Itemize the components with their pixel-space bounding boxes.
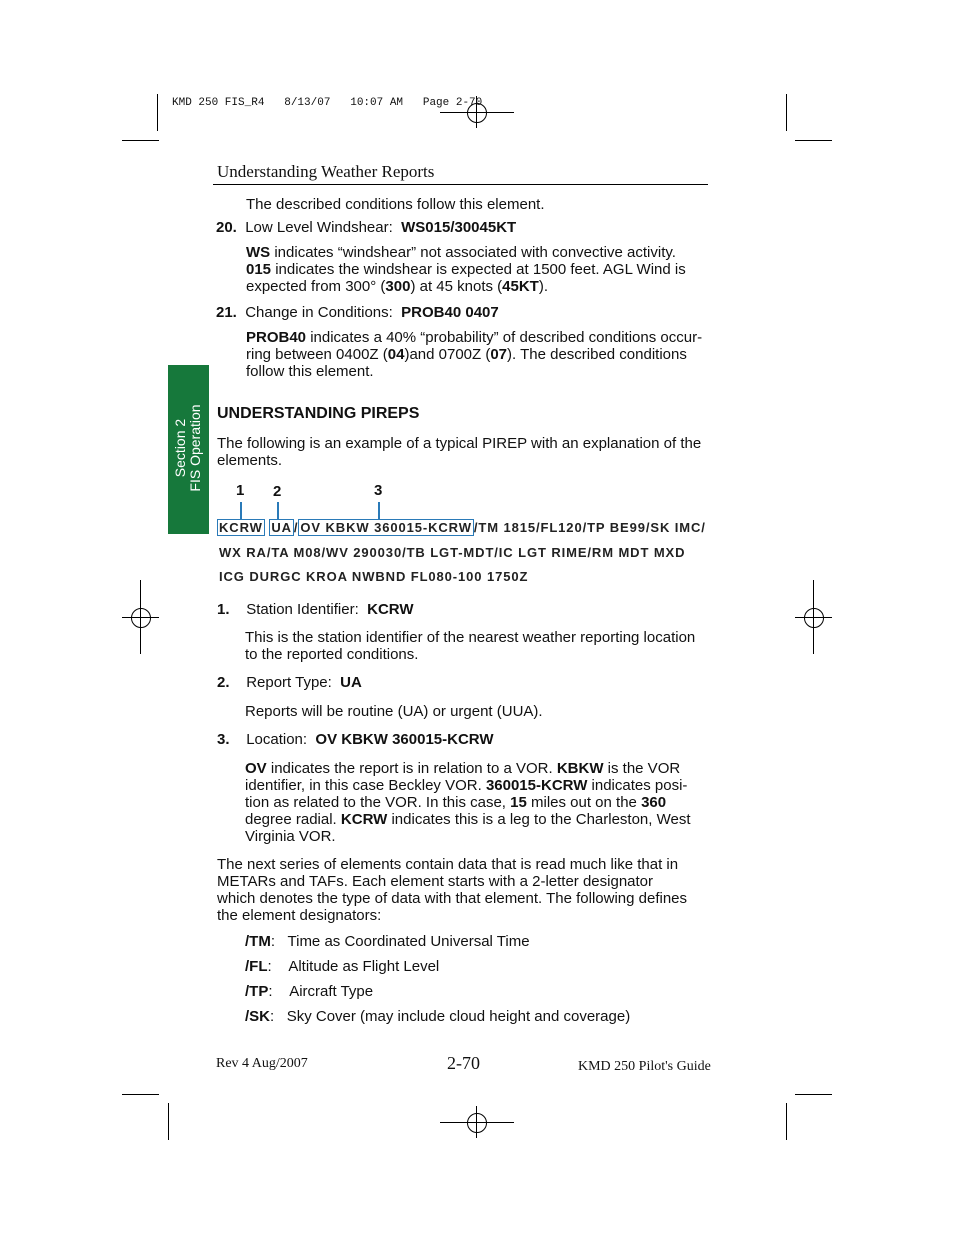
crop-mark [168,1103,169,1140]
designator-item: /FL: Altitude as Flight Level [245,958,440,975]
crop-mark [157,94,158,131]
crop-mark [795,1094,832,1095]
element-1-heading: 1. Station Identifier: KCRW [217,601,414,618]
section-tab-line1: Section 2 [172,418,188,478]
header-rule [213,184,708,185]
item-20-heading [216,219,516,236]
designator-intro: The next series of elements contain data that is read much like that in METARs and TAFs. Each element starts with a 2-letter designator which denotes the type of data with that element. The following defines the element designators: [217,856,688,924]
element-3-desc: OV indicates the report is in relation to a VOR. KBKW is the VOR identifier, in this case Beckley VOR. 360015-KCRW indicates posi- tion as related to the VOR. In this case, 15 miles out on the 360 degree radial. KCRW indicates this is a leg to the Charleston, West Virginia VOR. [245,760,691,845]
designator-item: /TM: Time as Coordinated Universal Time [245,933,530,950]
item-number: 20. [216,219,237,236]
section-intro: The following is an example of a typical PIREP with an explanation of the elements. [217,435,702,469]
pirep-line-2: WX RA/TA M08/WV 290030/TB LGT-MDT/IC LGT RIME/RM MDT MXD [219,545,686,560]
element-2-heading: 2. Report Type: UA [217,674,362,691]
item-code: PROB40 0407 [401,304,499,321]
print-slug: KMD 250 FIS_R4 8/13/07 10:07 AM Page 2-70 [172,97,483,109]
crop-mark [122,1094,159,1095]
callout-3: 3 [374,482,383,499]
item-21-desc: PROB40 indicates a 40% “probability” of described conditions occur- ring between 0400Z (04)and 0700Z (07). The described conditions follow this element. [246,329,703,380]
crop-mark [786,94,787,131]
pirep-station-id: KCRW [219,520,263,535]
callout-line-3 [378,502,380,520]
designator-item: /SK: Sky Cover (may include cloud height and coverage) [245,1008,631,1025]
callout-line-2 [277,502,279,520]
crop-mark [786,1103,787,1140]
footer-revision: Rev 4 Aug/2007 [216,1056,308,1071]
item-label: Low Level Windshear: [245,219,393,236]
element-3-heading: 3. Location: OV KBKW 360015-KCRW [217,731,494,748]
item-21-heading [216,304,499,321]
section-tab-line2: FIS Operation [187,404,203,492]
element-2-desc: Reports will be routine (UA) or urgent (UUA). [245,703,543,720]
pirep-line-1: KCRW UA / OV KBKW 360015-KCRW /TM 1815/FL120/TP BE99/SK IMC/ [219,520,706,535]
item-code: WS015/30045KT [401,219,517,236]
callout-2: 2 [273,483,282,500]
callout-1: 1 [236,482,245,499]
pirep-report-type: UA [271,520,292,535]
intro-line: The described conditions follow this element. [246,196,545,213]
element-1-desc: This is the station identifier of the nearest weather reporting location to the reported conditions. [245,629,696,663]
item-20-desc: WS indicates “windshear” not associated with convective activity. 015 indicates the windshear is expected at 1500 feet. AGL Wind is expected from 300° (300) at 45 knots (45KT). [246,244,686,295]
callout-line-1 [240,502,242,520]
crop-mark [795,140,832,141]
item-number: 21. [216,304,237,321]
designator-item: /TP: Aircraft Type [245,983,374,1000]
section-heading: UNDERSTANDING PIREPS [217,405,420,422]
pirep-line-3: ICG DURGC KROA NWBND FL080-100 1750Z [219,569,529,584]
footer-guide-title: KMD 250 Pilot's Guide [578,1059,711,1074]
designator-list [245,933,630,1033]
pirep-rest: /TM 1815/FL120/TP BE99/SK IMC/ [473,520,706,535]
running-header: Understanding Weather Reports [217,162,435,181]
item-label: Change in Conditions: [245,304,393,321]
crop-mark [122,140,159,141]
page-number: 2-70 [447,1053,480,1073]
pirep-location: OV KBKW 360015-KCRW [300,520,472,535]
